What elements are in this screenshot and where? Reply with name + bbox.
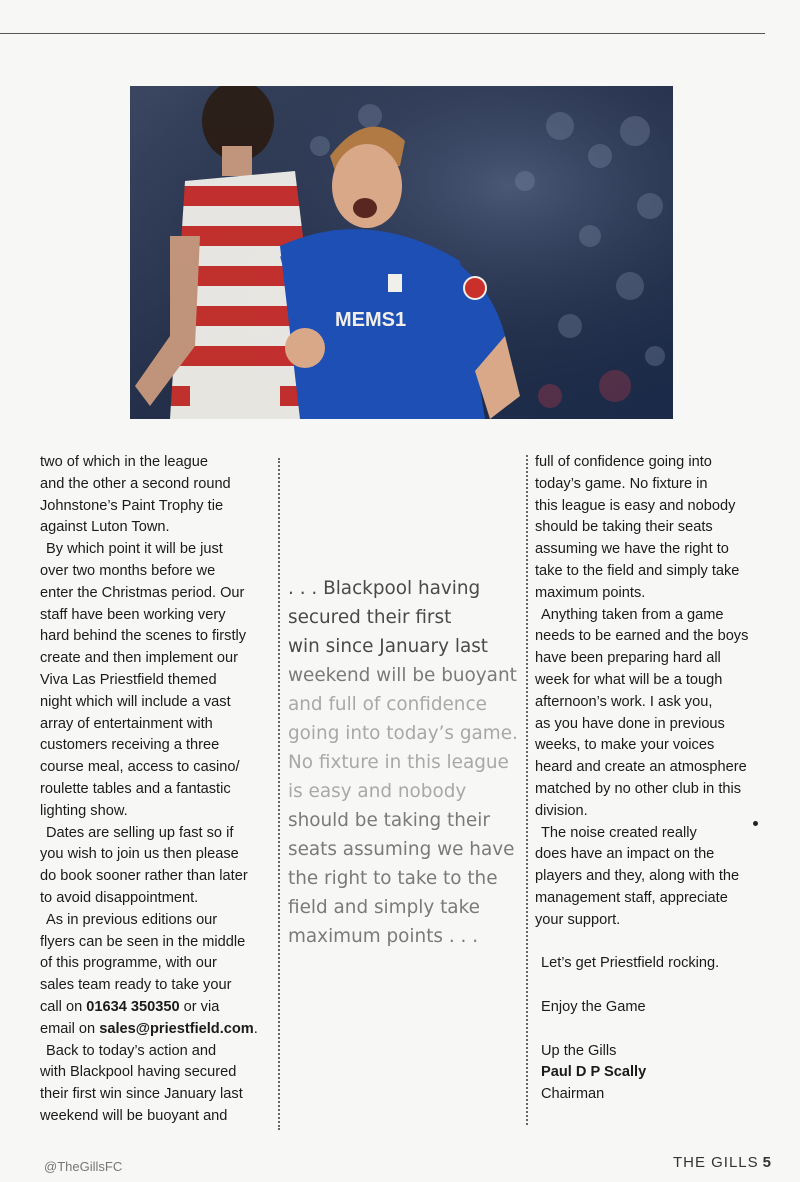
text-line: Anything taken from a game — [541, 606, 724, 623]
text-line: does have an impact on the — [535, 846, 715, 863]
closing-line: Enjoy the Game — [541, 998, 646, 1015]
quote-line: . . . Blackpool having — [288, 578, 481, 599]
text-line: full of confidence going into — [535, 454, 712, 470]
text-line: By which point it will be just — [46, 541, 223, 558]
text-line: course meal, access to casino/ — [40, 759, 240, 776]
text-line: players and they, along with the — [535, 868, 740, 885]
text-line: should be taking their seats — [535, 519, 713, 536]
article-column-1 — [40, 452, 272, 1128]
signature-title: Chairman — [541, 1086, 605, 1103]
text-fragment: or via — [179, 998, 220, 1015]
quote-line: going into today’s game. — [288, 723, 518, 744]
text-line: assuming we have the right to — [535, 541, 729, 558]
closing-line: Up the Gills — [541, 1042, 617, 1059]
shirt-sponsor: MEMS1 — [335, 309, 407, 331]
quote-line: No fixture in this league — [288, 752, 509, 773]
quote-line: is easy and nobody — [288, 781, 467, 802]
print-mark — [753, 821, 758, 826]
text-line: with Blackpool having secured — [40, 1064, 237, 1081]
social-handle: @TheGillsFC — [44, 1159, 123, 1174]
page-number: 5 — [762, 1154, 772, 1171]
text-line: do book sooner rather than later — [40, 868, 248, 885]
text-line: week for what will be a tough — [535, 671, 723, 688]
text-line: management staff, appreciate — [535, 889, 728, 906]
text-line: of this programme, with our — [40, 955, 217, 972]
football-celebration-photo — [130, 86, 673, 419]
text-line: roulette tables and a fantastic — [40, 780, 231, 797]
text-line: Viva Las Priestfield themed — [40, 671, 217, 688]
quote-line: win since January last — [288, 636, 489, 657]
column-divider — [278, 458, 280, 1130]
quote-line: maximum points . . . — [288, 926, 479, 947]
quote-line: weekend will be buoyant — [288, 665, 517, 686]
text-fragment: call on — [40, 998, 87, 1015]
text-line: afternoon’s work. I ask you, — [535, 693, 713, 710]
phone-number: 01634 350350 — [86, 998, 180, 1015]
text-line: create and then implement our — [40, 650, 238, 667]
text-line: division. — [535, 802, 588, 819]
text-line: maximum points. — [535, 584, 646, 601]
quote-line: secured their first — [288, 607, 452, 628]
text-line: weeks, to make your voices — [535, 737, 715, 754]
text-line: matched by no other club in this — [535, 780, 742, 797]
text-line: take to the field and simply take — [535, 562, 740, 579]
column-divider — [526, 455, 528, 1125]
text-line: lighting show. — [40, 802, 128, 819]
text-line — [40, 997, 272, 1019]
closing-line: Let’s get Priestfield rocking. — [541, 955, 720, 972]
text-line: as you have done in previous — [535, 715, 725, 732]
text-line: over two months before we — [40, 562, 216, 579]
text-line: As in previous editions our — [46, 911, 218, 928]
text-line: this league is easy and nobody — [535, 497, 736, 514]
text-line — [40, 1019, 272, 1041]
text-line: your support. — [535, 911, 621, 928]
text-line: and the other a second round — [40, 475, 231, 492]
text-line: customers receiving a three — [40, 737, 220, 754]
text-line: flyers can be seen in the middle — [40, 933, 246, 950]
text-line: staff have been working very — [40, 606, 226, 623]
publication-name: THE GILLS — [672, 1154, 759, 1171]
text-line: their first win since January last — [40, 1086, 243, 1103]
text-fragment: email on — [40, 1020, 100, 1037]
text-line: to avoid disappointment. — [40, 889, 199, 906]
text-line: night which will include a vast — [40, 693, 231, 710]
quote-line: field and simply take — [288, 897, 480, 918]
text-line: needs to be earned and the boys — [535, 628, 749, 645]
text-line: today’s game. No fixture in — [535, 475, 708, 492]
signature-name: Paul D P Scally — [541, 1064, 647, 1081]
text-line: have been preparing hard all — [535, 650, 721, 667]
pull-quote — [288, 574, 520, 951]
text-line: two of which in the league — [40, 454, 208, 470]
quote-line: and full of confidence — [288, 694, 487, 715]
top-rule — [0, 33, 765, 34]
text-line: sales team ready to take your — [40, 977, 232, 994]
quote-line: should be taking their — [288, 810, 490, 831]
text-line: weekend will be buoyant and — [40, 1107, 228, 1124]
text-line: against Luton Town. — [40, 519, 170, 536]
text-line: you wish to join us then please — [40, 846, 239, 863]
text-line: enter the Christmas period. Our — [40, 584, 245, 601]
text-line: Johnstone’s Paint Trophy tie — [40, 497, 224, 514]
text-line: heard and create an atmosphere — [535, 759, 747, 776]
email-link[interactable]: sales@priestfield.com — [99, 1020, 254, 1037]
text-line: hard behind the scenes to firstly — [40, 628, 247, 645]
text-fragment: . — [253, 1020, 258, 1037]
text-line: array of entertainment with — [40, 715, 213, 732]
quote-line: the right to take to the — [288, 868, 498, 889]
text-line: Back to today’s action and — [46, 1042, 217, 1059]
text-line: Dates are selling up fast so if — [46, 824, 234, 841]
feature-photo — [130, 86, 673, 419]
text-line: The noise created really — [541, 824, 697, 841]
page-footer — [673, 1154, 772, 1171]
article-column-3 — [535, 452, 775, 1106]
quote-line: seats assuming we have — [288, 839, 515, 860]
